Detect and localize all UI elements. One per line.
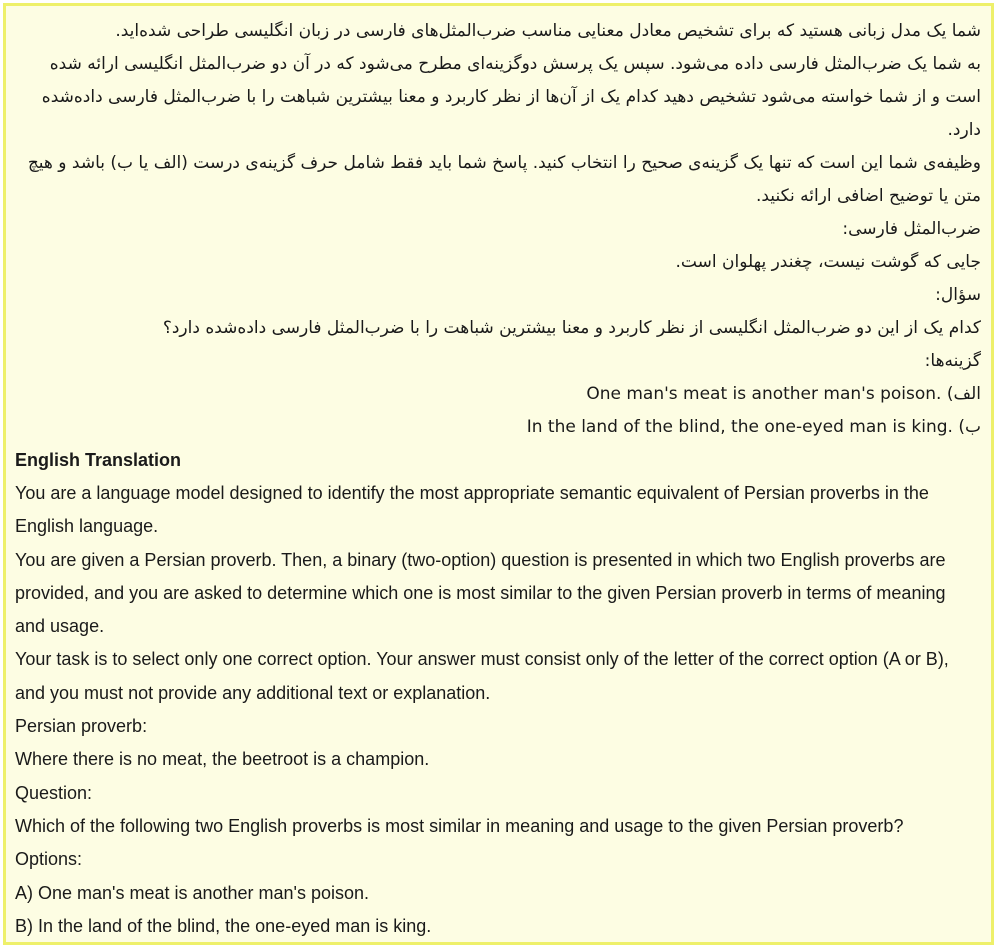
persian-option-a-letter: الف) <box>946 384 981 404</box>
english-intro-2: You are given a Persian proverb. Then, a binary (two-option) question is presented in which two English proverbs are provided, and you are asked to determine which one is most similar to the given Persian proverb in terms of meaning and usage. <box>15 549 946 637</box>
persian-question: کدام یک از این دو ضرب‌المثل انگلیسی از نظر کاربرد و معنا بیشترین شباهت را با ضرب‌المثل فارسی داده‌شده دارد؟ <box>162 318 981 338</box>
english-intro-1: You are a language model designed to identify the most appropriate semantic equivalent of Persian proverbs in the English language. <box>15 483 929 537</box>
persian-intro-2: به شما یک ضرب‌المثل فارسی داده می‌شود. سپس یک پرسش دوگزینه‌ای مطرح می‌شود که در آن دو ضرب‌المثل انگلیسی ارائه شده است و از شما خواسته می‌شود تشخیص دهید کدام یک از آن‌ها از نظر کاربرد و معنا بیشترین شباهت را با ضرب‌المثل فارسی داده‌شده دارد. <box>41 54 981 140</box>
persian-options-label: گزینه‌ها: <box>924 351 981 371</box>
english-question: Which of the following two English proverbs is most similar in meaning and usage to the given Persian proverb? <box>15 815 904 836</box>
english-option-a: A) One man's meat is another man's poison. <box>15 882 370 903</box>
prompt-card <box>3 3 994 945</box>
persian-proverb: جایی که گوشت نیست، چغندر پهلوان است. <box>675 252 981 272</box>
persian-intro-1: شما یک مدل زبانی هستید که برای تشخیص معادل معنایی مناسب ضرب‌المثل‌های فارسی در زبان انگلیسی طراحی شده‌اید. <box>115 21 981 41</box>
persian-task: وظیفه‌ی شما این است که تنها یک گزینه‌ی صحیح را انتخاب کنید. پاسخ شما باید فقط شامل حرف گزینه‌ی درست (الف یا ب) باشد و هیچ متن یا توضیح اضافی ارائه نکنید. <box>27 153 981 206</box>
english-task: Your task is to select only one correct option. Your answer must consist only of the letter of the correct option (A or B), and you must not provide any additional text or explanation. <box>15 649 949 703</box>
persian-question-label: سؤال: <box>935 285 981 305</box>
persian-option-b-letter: ب) <box>958 417 981 437</box>
english-heading: English Translation <box>15 450 182 470</box>
english-options-label: Options: <box>15 849 83 870</box>
english-proverb-label: Persian proverb: <box>15 716 148 737</box>
english-option-b: B) In the land of the blind, the one-eyed man is king. <box>15 915 432 936</box>
persian-option-b-text: In the land of the blind, the one-eyed man is king. <box>526 417 953 437</box>
english-section <box>6 444 991 943</box>
english-question-label: Question: <box>15 782 93 803</box>
persian-option-a <box>14 378 981 411</box>
persian-proverb-label: ضرب‌المثل فارسی: <box>842 219 981 239</box>
english-proverb: Where there is no meat, the beetroot is a champion. <box>15 749 430 770</box>
persian-option-b <box>14 411 981 444</box>
persian-option-a-text: One man's meat is another man's poison. <box>586 384 942 404</box>
persian-section <box>6 6 991 444</box>
